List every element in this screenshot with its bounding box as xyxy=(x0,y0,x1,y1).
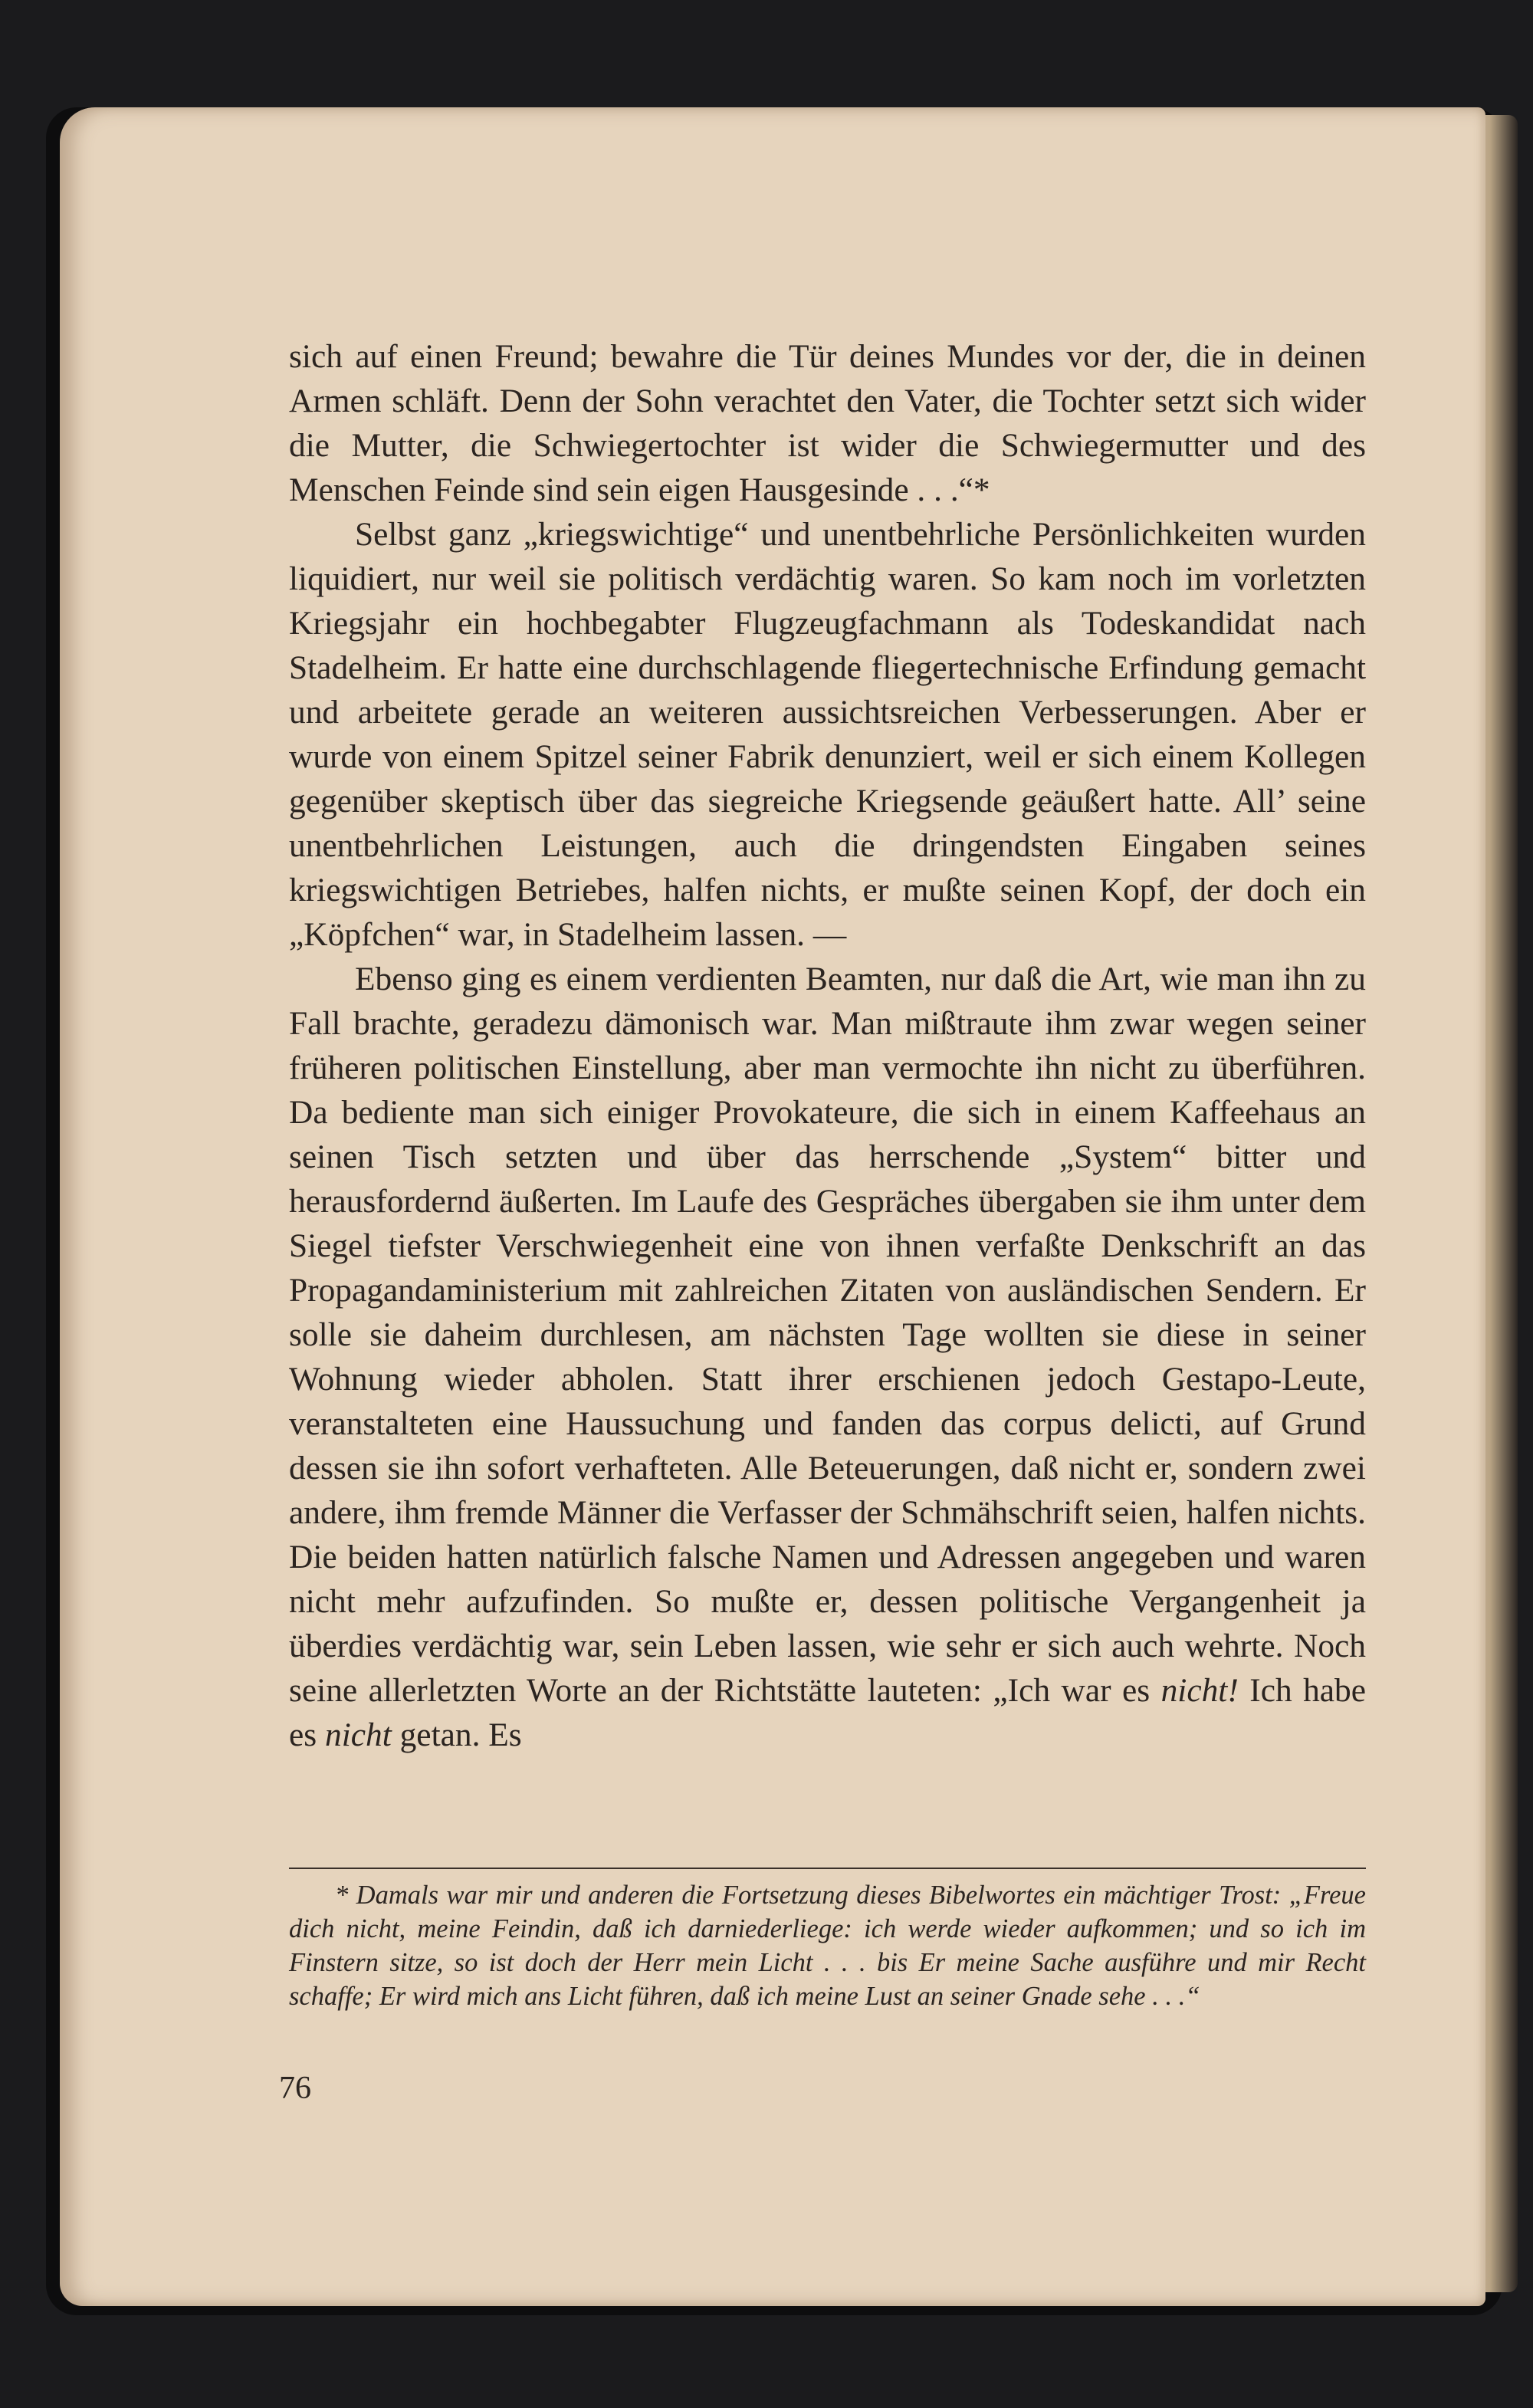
paragraph-3-tail: getan. Es xyxy=(391,1716,522,1753)
footnote-text: * Damals war mir und anderen die Fortsetzung dieses Bibelwortes ein mächtiger Trost: „Freue dich nicht, meine Feindin, daß ich darniederliege: ich werde wieder aufkommen; und so ich im Finstern sitze, so ist doch der Herr mein Licht . . . bis Er meine Sache ausführe und mir Recht schaffe; Er wird mich ans Licht führen, daß ich meine Lust an seiner Gnade sehe . . .“ xyxy=(289,1881,1366,2011)
paragraph-3-lead: „Ich war es xyxy=(993,1672,1161,1709)
paragraph-1: sich auf einen Freund; bewahre die Tür deines Mundes vor der, die in deinen Armen schläft. Denn der Sohn verachtet den Vater, die Tochter setzt sich wider die Mutter, die Schwiegertochter ist wider die Schwiegermutter und des Menschen Feinde sind sein eigen Hausgesinde . . .“* xyxy=(289,338,1366,508)
emphasis-nicht-2: nicht xyxy=(325,1716,392,1753)
paragraph-3-mid: Ich habe es xyxy=(289,1672,1366,1753)
footnote xyxy=(289,1878,1366,2013)
paragraph-2: Selbst ganz „kriegswichtige“ und unentbehrliche Persönlichkeiten wurden liquidiert, nur weil sie politisch verdächtig waren. So kam noch im vorletzten Kriegsjahr ein hochbegabter Flugzeugfachmann als Todeskandidat nach Stadelheim. Er hatte eine durchschlagende fliegertechnische Erfindung gemacht und arbeitete gerade an weiteren aussichtsreichen Verbesserungen. Aber er wurde von einem Spitzel seiner Fabrik denunziert, weil er sich einem Kollegen gegenüber skeptisch über das siegreiche Kriegsende geäußert hatte. All’ seine unentbehrlichen Leistungen, auch die dringendsten Eingaben seines kriegswichtigen Betriebes, halfen nichts, er mußte seinen Kopf, der doch ein „Köpfchen“ war, in Stadelheim lassen. — xyxy=(289,516,1366,953)
footnote-divider xyxy=(289,1868,1366,1869)
body-text xyxy=(289,334,1366,1757)
emphasis-nicht-1: nicht! xyxy=(1160,1672,1239,1709)
paragraph-3 xyxy=(289,957,1366,1757)
page-number: 76 xyxy=(279,2071,311,2106)
paragraph-3-text: Ebenso ging es einem verdienten Beamten, nur daß die Art, wie man ihn zu Fall brachte, geradezu dämonisch war. Man mißtraute ihm zwar wegen seiner früheren politischen Einstellung, aber man vermochte ihn nicht zu überführen. Da bediente man sich einiger Provokateure, die sich in einem Kaffeehaus an seinen Tisch setzten und über das herrschende „System“ bitter und herausfordernd äußerten. Im Laufe des Gespräches übergaben sie ihm unter dem Siegel tiefster Verschwiegenheit eine von ihnen verfaßte Denkschrift an das Propagandaministerium mit zahlreichen Zitaten von ausländischen Sendern. Er solle sie daheim durchlesen, am nächsten Tage wollten sie diese in seiner Wohnung wieder abholen. Statt ihrer erschienen jedoch Gestapo-Leute, veranstalteten eine Haussuchung und fanden das corpus delicti, auf Grund dessen sie ihn sofort verhafteten. Alle Beteuerungen, daß nicht er, sondern zwei andere, ihm fremde Männer die Verfasser der Schmähschrift seien, halfen nichts. Die beiden hatten natürlich falsche Namen und Adressen angegeben und waren nicht mehr aufzufinden. So mußte er, dessen politische Vergangenheit ja überdies verdächtig war, sein Leben lassen, wie sehr er sich auch wehrte. Noch seine allerletzten Worte an der Richtstätte lauteten: xyxy=(289,961,1366,1709)
